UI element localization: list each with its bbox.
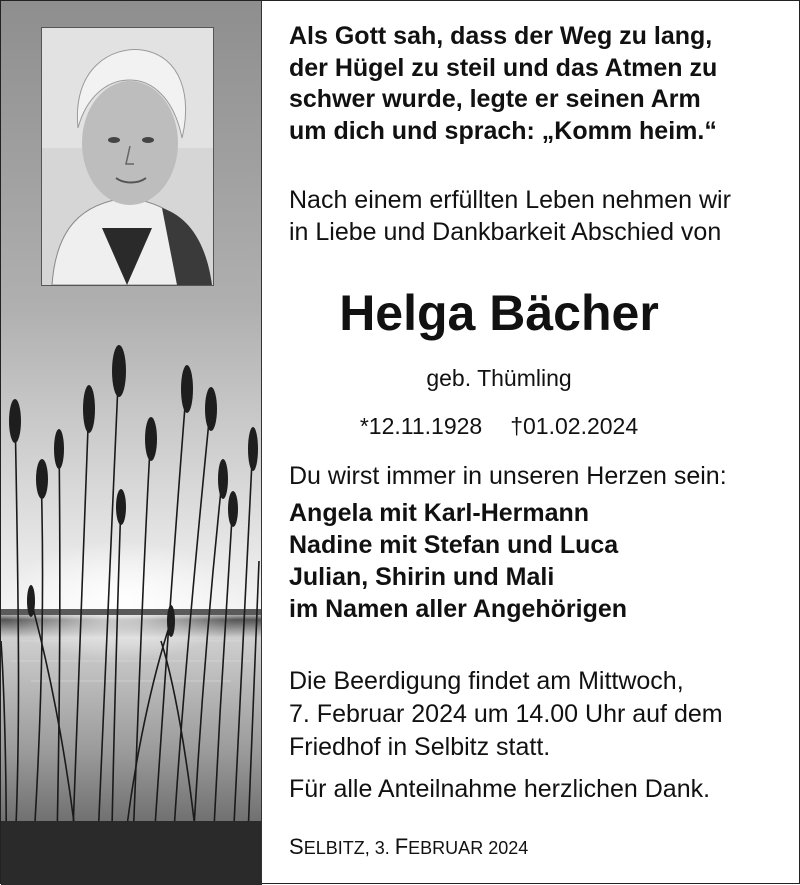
portrait-illustration [42,28,213,285]
poem-line: Als Gott sah, dass der Weg zu lang, [289,22,713,50]
intro-line: in Liebe und Dankbarkeit Abschied von [289,217,722,246]
death-date: †01.02.2024 [510,413,639,439]
farewell-line: Du wirst immer in unseren Herzen sein: [289,462,727,490]
mourner-entry: Julian, Shirin und Mali [289,563,555,591]
funeral-line: Die Beerdigung findet am Mittwoch, [289,667,684,695]
mourner-entry: im Namen aller Angehörigen [289,595,628,623]
month-initial: F [394,834,409,859]
funeral-line: 7. Februar 2024 um 14.00 Uhr auf dem [289,700,723,728]
thanks-text: Für alle Anteilnahme herzlichen Dank. [289,775,711,803]
intro-line: Nach einem erfüllten Leben nehmen wir [289,186,731,214]
poem-line: der Hügel zu steil und das Atmen zu [289,53,718,82]
place-rest: ELBITZ [303,838,365,858]
deceased-name: Helga Bächer [339,285,659,341]
place-and-date [289,835,528,860]
column-divider [261,1,262,885]
intro-text [289,185,731,248]
mourner-entry: Angela mit Karl-Hermann [289,499,590,527]
month-rest: EBRUAR [408,838,484,858]
funeral-line: Friedhof in Selbitz statt. [289,733,551,761]
poem-line: schwer wurde, legte er seinen Arm [289,85,701,113]
birth-name: geb. Thümling [426,365,572,391]
text-column [289,21,789,859]
reed-landscape-image [1,1,261,885]
funeral-info [289,665,723,764]
portrait-photo [41,27,214,286]
place-initial: S [289,834,304,859]
poem [289,21,789,147]
mourners-list [289,497,627,625]
year: 2024 [483,838,529,858]
mourner-entry: Nadine mit Stefan und Luca [289,531,619,559]
life-dates [269,411,729,441]
place-separator: , 3. [364,838,395,858]
birth-date: *12.11.1928 [359,413,483,439]
poem-line: um dich und sprach: „Komm heim.“ [289,116,717,145]
